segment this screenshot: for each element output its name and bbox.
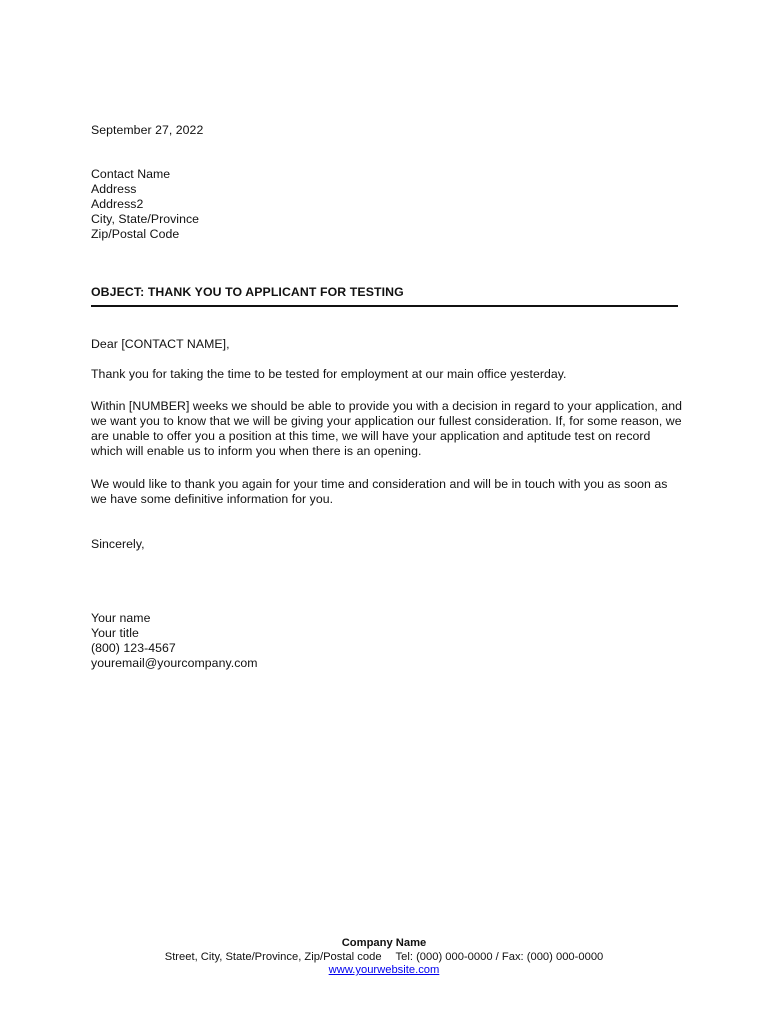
salutation-block <box>91 337 691 352</box>
signature-name: Your name <box>91 611 151 625</box>
paragraph-3-block <box>91 477 691 507</box>
footer-address-line <box>0 951 768 965</box>
recipient-zip: Zip/Postal Code <box>91 227 180 241</box>
letter-paragraph: Thank you for taking the time to be tested for employment at our main office yesterday. <box>91 367 567 381</box>
footer-website-line <box>0 964 768 978</box>
letter-paragraph: We would like to thank you again for your time and consideration and will be in touch with you as soon as we have some definitive information for you. <box>91 477 668 506</box>
letter-salutation: Dear [CONTACT NAME], <box>91 337 230 351</box>
signature-email: youremail@yourcompany.com <box>91 656 258 670</box>
recipient-address-block <box>91 167 691 242</box>
footer-address: Street, City, State/Province, Zip/Postal code <box>164 950 382 963</box>
signature-phone: (800) 123-4567 <box>91 641 176 655</box>
subject-divider <box>91 305 678 307</box>
recipient-address-line-2: Address2 <box>91 197 144 211</box>
letter-date: September 27, 2022 <box>91 123 204 137</box>
footer-company-name: Company Name <box>341 937 427 949</box>
page-footer <box>0 937 768 978</box>
recipient-address-line-1: Address <box>91 182 137 196</box>
letter-paragraph: Within [NUMBER] weeks we should be able to provide you with a decision in regard to your application, and we want you to know that we will be giving your application our fullest consideration. If, for some reason, we are unable to offer you a position at this time, we will have your application and aptitude test on record which will enable us to inform you when there is an opening. <box>91 399 683 458</box>
paragraph-2-block <box>91 399 691 459</box>
closing-block <box>91 537 691 552</box>
footer-website-link[interactable]: www.yourwebsite.com <box>328 964 440 976</box>
letter-closing: Sincerely, <box>91 537 145 551</box>
signature-block <box>91 611 691 671</box>
letter-subject: OBJECT: THANK YOU TO APPLICANT FOR TESTING <box>91 285 404 299</box>
letter-date-block <box>91 123 691 138</box>
paragraph-1-block <box>91 367 691 382</box>
footer-contact: Tel: (000) 000-0000 / Fax: (000) 000-0000 <box>395 950 604 963</box>
recipient-city-state: City, State/Province <box>91 212 200 226</box>
signature-title: Your title <box>91 626 139 640</box>
recipient-name: Contact Name <box>91 167 171 181</box>
